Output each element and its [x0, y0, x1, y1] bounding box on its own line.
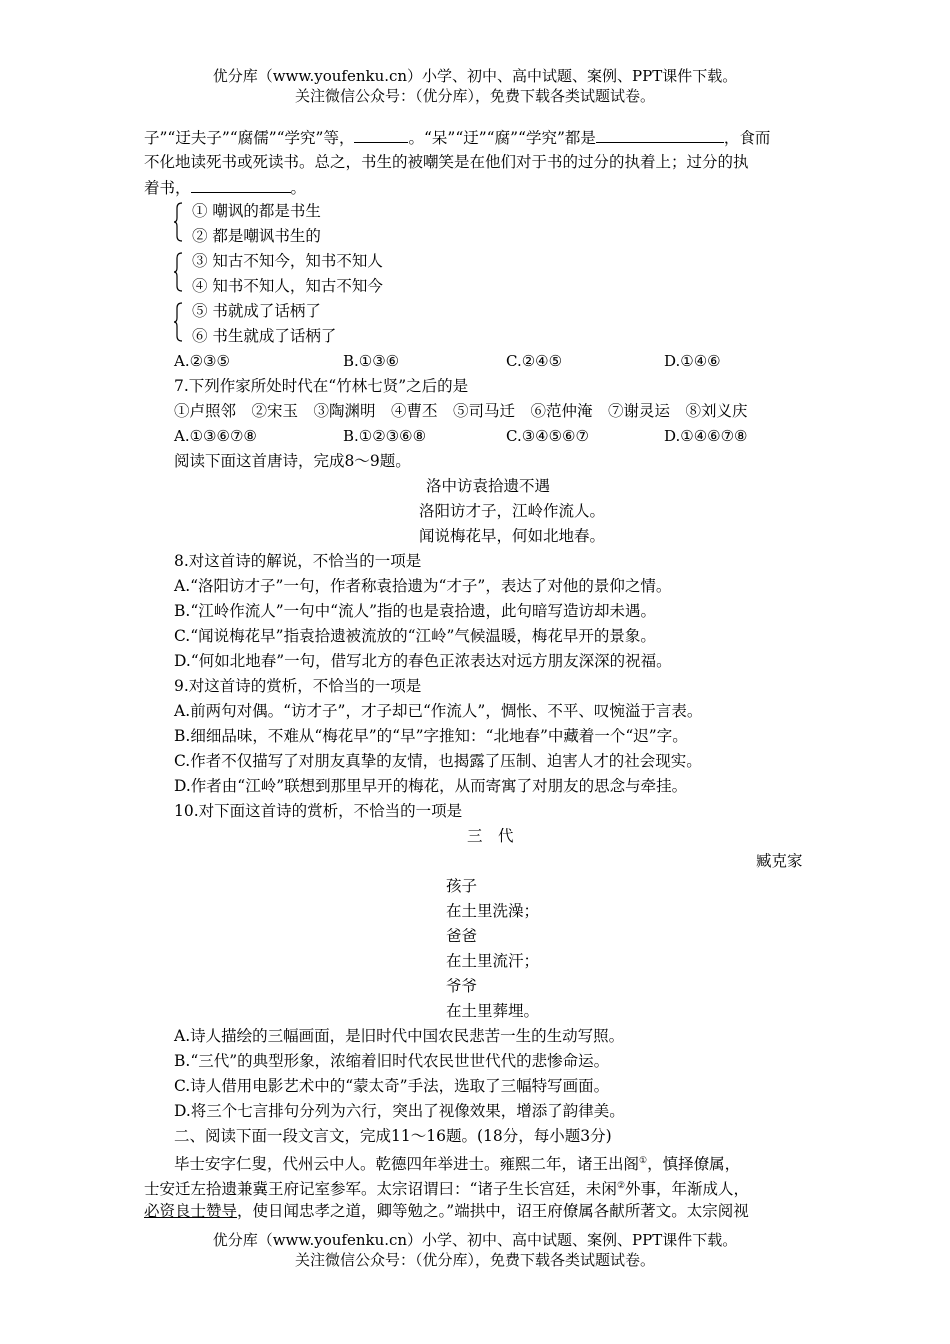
classical-text-line-1: [174, 1150, 740, 1175]
section2-heading: 二、阅读下面一段文言文，完成11～16题。(18分，每小题3分): [174, 1127, 612, 1145]
q6-option-c[interactable]: C.②④⑤: [506, 352, 563, 370]
classical-text-line-2: [144, 1175, 749, 1200]
brace-icon: [173, 302, 183, 342]
q10-option-c[interactable]: C.诗人借用电影艺术中的“蒙太奇”手法，选取了三幅特写画面。: [174, 1077, 610, 1095]
poem2-line-2: 在土里洗澡；: [446, 902, 540, 920]
footer-line-1: 优分库（www.youfenku.cn）小学、初中、高中试题、案例、PPT课件下载。: [212, 1231, 738, 1249]
q8-option-d[interactable]: D.“何如北地春”一句，借写北方的春色正浓表达对远方朋友深深的祝福。: [174, 652, 672, 670]
q8-option-b[interactable]: B.“江岭作流人”一句中“流人”指的也是袁拾遗，此句暗写造访却未遇。: [174, 602, 657, 620]
passage-text: 着书，: [144, 179, 191, 197]
q7-option-b[interactable]: B.①②③⑥⑧: [343, 427, 427, 445]
answer-blank[interactable]: [191, 176, 291, 193]
q6-option-b[interactable]: B.①③⑥: [343, 352, 400, 370]
poem2-line-3: 爸爸: [446, 927, 478, 945]
passage-line-3: [144, 176, 306, 199]
classical-text: 毕士安字仁叟，代州云中人。乾德四年举进士。雍熙二年，诸王出阁: [174, 1155, 640, 1174]
q8-stem: 8.对这首诗的解说，不恰当的一项是: [174, 552, 422, 570]
classical-text: 外事，年渐成人，: [625, 1180, 750, 1199]
q6-option-a[interactable]: A.②③⑤: [174, 352, 230, 370]
choice-1: ① 嘲讽的都是书生: [192, 202, 321, 220]
poem2-line-6: 在土里葬埋。: [446, 1002, 540, 1020]
q9-option-c[interactable]: C.作者不仅描写了对朋友真挚的友情，也揭露了压制、迫害人才的社会现实。: [174, 752, 702, 770]
passage-text: 子”“迂夫子”“腐儒”“学究”等，: [144, 129, 355, 147]
passage-text: 。“呆”“迂”“腐”“学究”都是: [408, 129, 596, 147]
footnote-marker: ②: [616, 1181, 626, 1191]
choice-4: ④ 知书不知人，知古不知今: [192, 277, 383, 295]
q7-option-a[interactable]: A.①③⑥⑦⑧: [174, 427, 257, 445]
q7-option-c[interactable]: C.③④⑤⑥⑦: [506, 427, 589, 445]
poem2-line-4: 在土里流汗；: [446, 952, 540, 970]
q10-option-d[interactable]: D.将三个七言排句分列为六行，突出了视像效果，增添了韵律美。: [174, 1102, 625, 1120]
intro-q8-9: 阅读下面这首唐诗，完成8～9题。: [174, 452, 411, 470]
footer-line-2: 关注微信公众号：（优分库），免费下载各类试题试卷。: [294, 1251, 655, 1269]
choice-3: ③ 知古不知今，知书不知人: [192, 252, 383, 270]
classical-text: 士安迁左拾遗兼冀王府记室参军。太宗诏谓曰：“诸子生长宫廷，未闲: [144, 1180, 617, 1199]
header-line-1: 优分库（www.youfenku.cn）小学、初中、高中试题、案例、PPT课件下载。: [212, 67, 738, 85]
q7-author-list: ①卢照邻 ②宋玉 ③陶渊明 ④曹丕 ⑤司马迁 ⑥范仲淹 ⑦谢灵运 ⑧刘义庆: [174, 402, 748, 420]
choice-2: ② 都是嘲讽书生的: [192, 227, 321, 245]
q6-option-d[interactable]: D.①④⑥: [664, 352, 721, 370]
classical-text-line-3: [144, 1200, 749, 1222]
poem1-title: 洛中访袁拾遗不遇: [426, 477, 551, 495]
poem1-line-2: 闻说梅花早，何如北地春。: [419, 527, 606, 545]
poem2-line-5: 爷爷: [446, 977, 478, 995]
q9-stem: 9.对这首诗的赏析，不恰当的一项是: [174, 677, 422, 695]
answer-blank[interactable]: [596, 126, 724, 143]
poem2-line-1: 孩子: [446, 877, 478, 895]
answer-blank[interactable]: [354, 126, 408, 143]
brace-icon: [173, 202, 183, 242]
classical-text: ，使日闻忠孝之道，卿等勉之。”端拱中，诏王府僚属各献所著文。太宗阅视: [237, 1202, 749, 1220]
choice-6: ⑥ 书生就成了话柄了: [192, 327, 337, 345]
header-line-2: 关注微信公众号：（优分库），免费下载各类试题试卷。: [294, 87, 655, 105]
passage-text: ，食而: [723, 129, 771, 147]
poem1-line-1: 洛阳访才子，江岭作流人。: [419, 502, 606, 520]
classical-text: ，慎择僚属，: [647, 1155, 741, 1174]
q10-stem: 10.对下面这首诗的赏析，不恰当的一项是: [174, 802, 463, 820]
footnote-marker: ①: [639, 1156, 648, 1166]
passage-line-2: 不化地读死书或死读书。总之，书生的被嘲笑是在他们对于书的过分的执着上；过分的执: [144, 153, 749, 171]
poem2-author: 臧克家: [756, 852, 803, 870]
q9-option-b[interactable]: B.细细品味，不难从“梅花早”的“早”字推知：“北地春”中藏着一个“迟”字。: [174, 727, 688, 745]
poem2-title: 三 代: [467, 827, 514, 845]
q7-stem: 7.下列作家所处时代在“竹林七贤”之后的是: [174, 377, 469, 395]
q8-option-a[interactable]: A.“洛阳访才子”一句，作者称袁拾遗为“才子”，表达了对他的景仰之情。: [174, 577, 672, 595]
underlined-sentence: 必资良士赞导: [144, 1202, 238, 1220]
q7-option-d[interactable]: D.①④⑥⑦⑧: [664, 427, 748, 445]
q10-option-a[interactable]: A.诗人描绘的三幅画面，是旧时代中国农民悲苦一生的生动写照。: [174, 1027, 625, 1045]
q8-option-c[interactable]: C.“闻说梅花早”指袁拾遗被流放的“江岭”气候温暖，梅花早开的景象。: [174, 627, 656, 645]
brace-icon: [173, 252, 183, 292]
passage-text: 。: [290, 179, 307, 197]
q9-option-d[interactable]: D.作者由“江岭”联想到那里早开的梅花，从而寄寓了对朋友的思念与牵挂。: [174, 777, 688, 795]
passage-line-1: [144, 126, 770, 149]
choice-5: ⑤ 书就成了话柄了: [192, 302, 321, 320]
q9-option-a[interactable]: A.前两句对偶。“访才子”，才子却已“作流人”，惆怅、不平、叹惋溢于言表。: [174, 702, 703, 720]
q10-option-b[interactable]: B.“三代”的典型形象，浓缩着旧时代农民世世代代的悲惨命运。: [174, 1052, 610, 1070]
